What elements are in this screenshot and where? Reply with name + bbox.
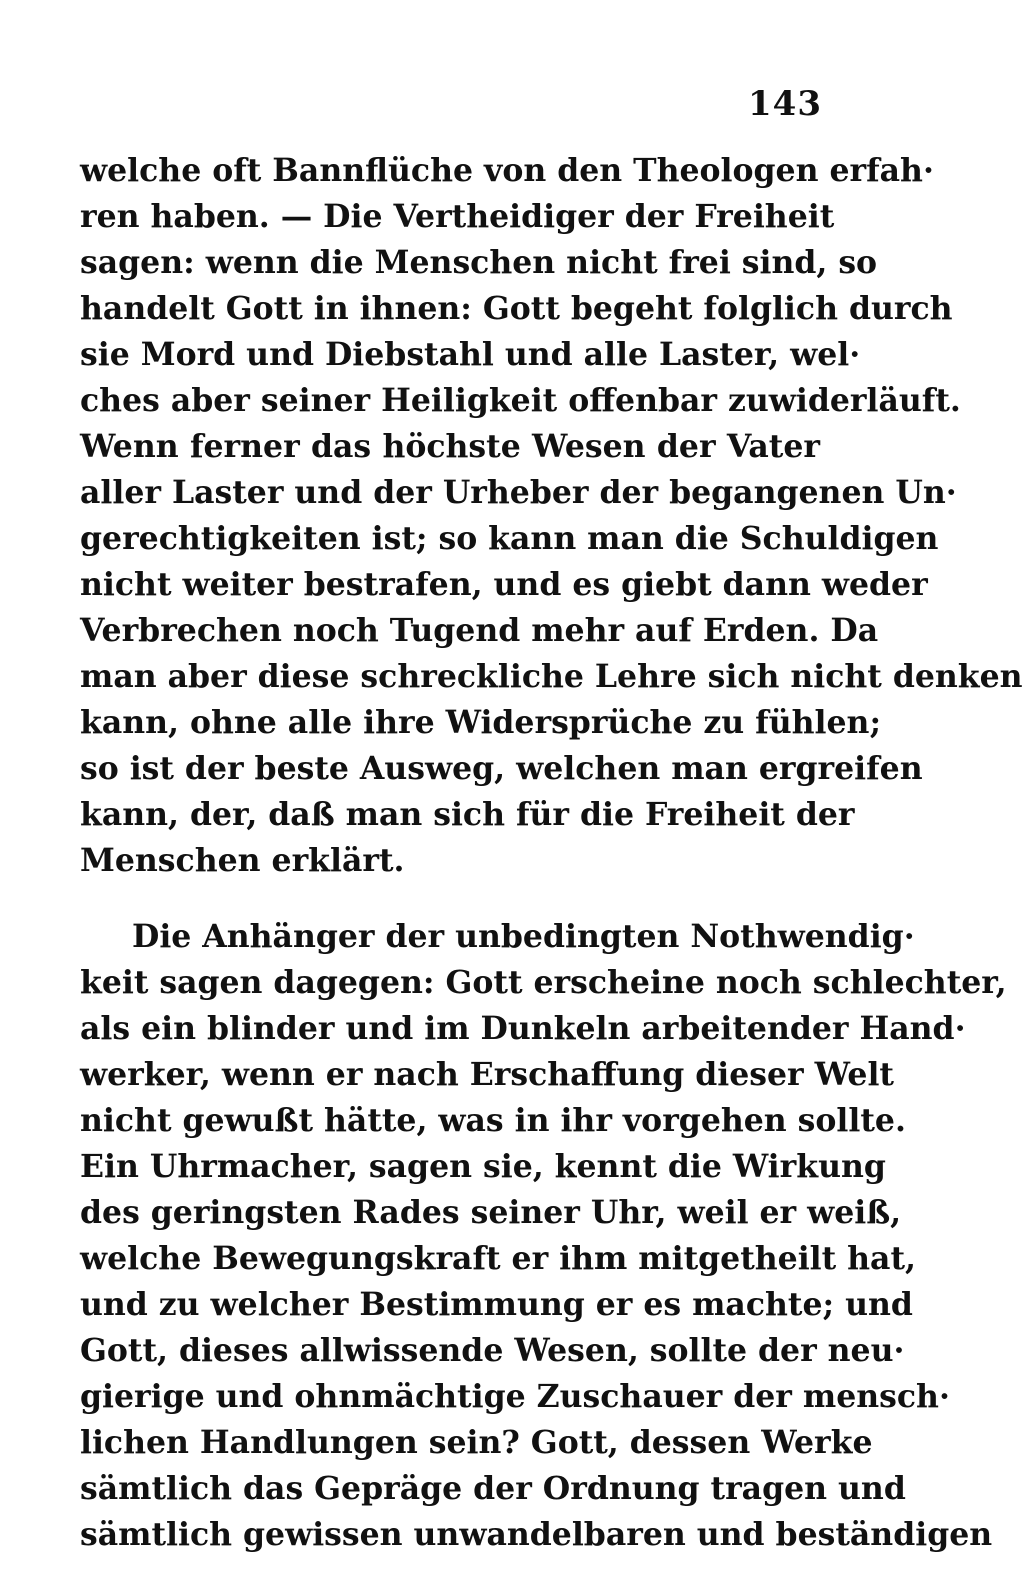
text-line: nicht weiter bestrafen, und es giebt dann weder xyxy=(80,566,928,603)
text-line: Gott, dieses allwissende Wesen, sollte der neu· xyxy=(80,1332,905,1369)
text-line: lichen Handlungen sein? Gott, dessen Werke xyxy=(80,1424,873,1461)
text-line: sämtlich das Gepräge der Ordnung tragen und xyxy=(80,1470,906,1507)
text-line: welche oft Bannflüche von den Theologen erfah· xyxy=(80,152,934,189)
paragraph-1 xyxy=(80,148,1023,884)
text-line: sie Mord und Diebstahl und alle Laster, wel· xyxy=(80,336,861,373)
text-line: Verbrechen noch Tugend mehr auf Erden. Da xyxy=(80,612,879,649)
text-line: man aber diese schreckliche Lehre sich nicht denken xyxy=(80,658,1023,695)
page-number: 143 xyxy=(748,84,822,124)
text-line: ren haben. — Die Vertheidiger der Freiheit xyxy=(80,198,835,235)
text-line: kann, der, daß man sich für die Freiheit der xyxy=(80,796,855,833)
text-line: Wenn ferner das höchste Wesen der Vater xyxy=(80,428,820,465)
text-line: sagen: wenn die Menschen nicht frei sind, so xyxy=(80,244,878,281)
paragraph-2 xyxy=(80,914,1007,1558)
text-line: aller Laster und der Urheber der begangenen Un· xyxy=(80,474,957,511)
text-line: nicht gewußt hätte, was in ihr vorgehen sollte. xyxy=(80,1102,906,1139)
text-line: des geringsten Rades seiner Uhr, weil er weiß, xyxy=(80,1194,902,1231)
text-line: keit sagen dagegen: Gott erscheine noch schlechter, xyxy=(80,964,1007,1001)
text-line: kann, ohne alle ihre Widersprüche zu fühlen; xyxy=(80,704,882,741)
text-line: welche Bewegungskraft er ihm mitgetheilt hat, xyxy=(80,1240,916,1277)
paragraph-gap xyxy=(80,884,820,914)
text-line: gierige und ohnmächtige Zuschauer der mensch· xyxy=(80,1378,950,1415)
text-line: ches aber seiner Heiligkeit offenbar zuwiderläuft. xyxy=(80,382,961,419)
text-line: werker, wenn er nach Erschaffung dieser Welt xyxy=(80,1056,894,1093)
body-text xyxy=(80,148,1023,1558)
text-line: Die Anhänger der unbedingten Nothwendig· xyxy=(132,918,915,955)
text-line: als ein blinder und im Dunkeln arbeitender Hand· xyxy=(80,1010,966,1047)
text-line: Ein Uhrmacher, sagen sie, kennt die Wirkung xyxy=(80,1148,886,1185)
text-line: Menschen erklärt. xyxy=(80,842,405,879)
text-line: handelt Gott in ihnen: Gott begeht folglich durch xyxy=(80,290,953,327)
text-line: so ist der beste Ausweg, welchen man ergreifen xyxy=(80,750,923,787)
text-line: sämtlich gewissen unwandelbaren und beständigen xyxy=(80,1516,993,1553)
text-line: gerechtigkeiten ist; so kann man die Schuldigen xyxy=(80,520,939,557)
text-line: und zu welcher Bestimmung er es machte; und xyxy=(80,1286,913,1323)
